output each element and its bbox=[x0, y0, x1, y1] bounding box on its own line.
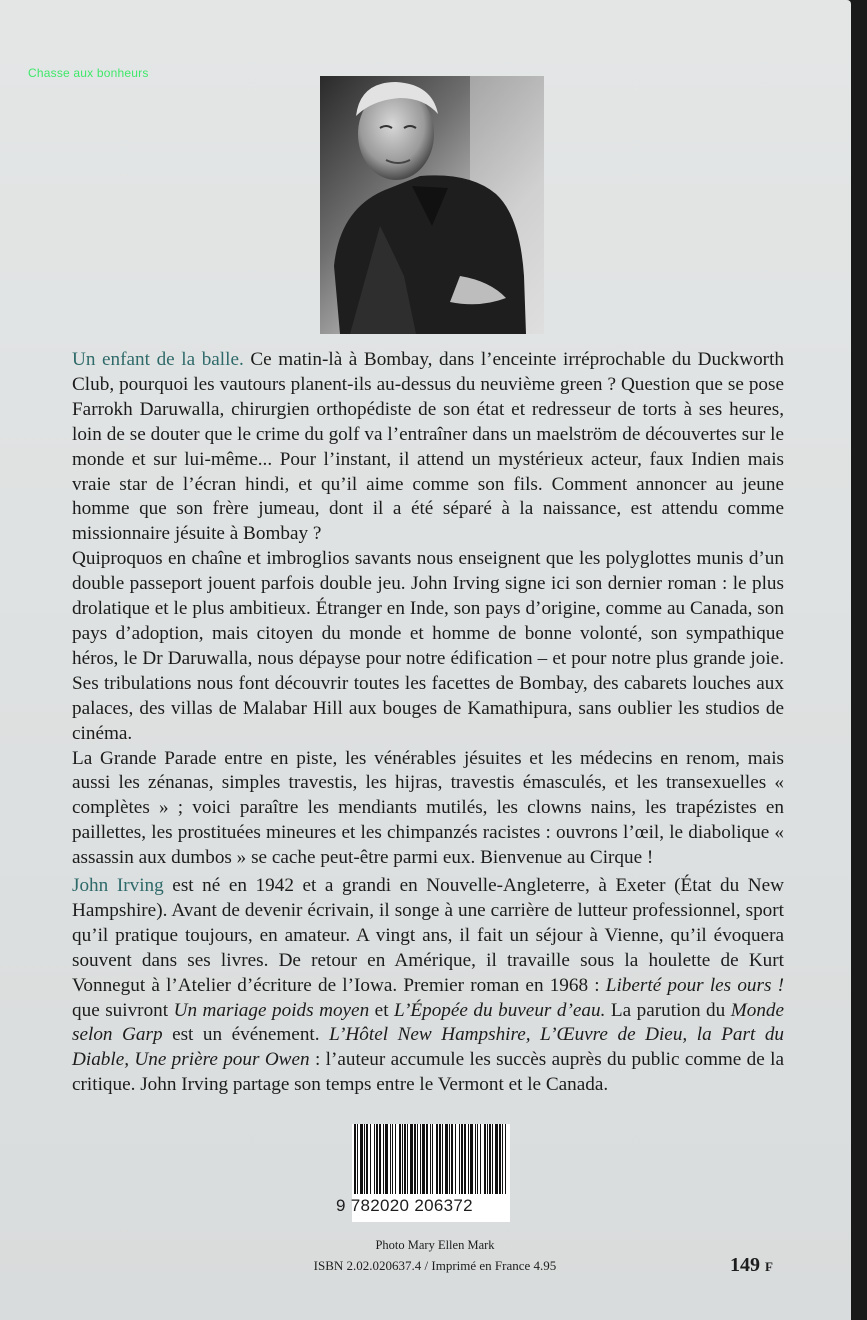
bio-paragraph bbox=[72, 874, 784, 1098]
barcode-digits: 9 782020 206372 bbox=[336, 1196, 473, 1215]
barcode-bar bbox=[360, 1124, 363, 1194]
barcode-bar bbox=[383, 1124, 384, 1194]
barcode-bar bbox=[395, 1124, 396, 1194]
author-bio bbox=[72, 874, 784, 1098]
synopsis-lead: Un enfant de la balle. bbox=[72, 349, 244, 370]
book-title: L’Épopée du buveur d’eau. bbox=[394, 999, 606, 1021]
bio-text: est né en 1942 et a grandi en Nouvelle-Angleterre, à Exeter (État du New Hampshire). Avant de devenir écrivain, il songe à une carrière de lutteur professionnel, sport qu’il pratique toujours, en amateur. A vingt ans, il fait un séjour à Vienne, qu’il évoquera souvent dans ses livres. De retour en Amérique, il travaille sous la houlette de Kurt Vonnegut à l’Atelier d’écriture de l’Iowa. Premier roman en 1968 : bbox=[72, 875, 785, 996]
author-photo bbox=[320, 76, 544, 334]
barcode-bar bbox=[410, 1124, 413, 1194]
barcode-bar bbox=[468, 1124, 469, 1194]
barcode-bar bbox=[505, 1124, 506, 1194]
barcode-bar bbox=[495, 1124, 498, 1194]
barcode-bar bbox=[404, 1124, 406, 1194]
price-amount: 149 bbox=[730, 1254, 760, 1276]
barcode-bar bbox=[455, 1124, 456, 1194]
book-title: L’Hôtel New Hampshire, L’Œuvre de Dieu, la Part du Diable, Une prière pour Owen bbox=[72, 1024, 785, 1071]
barcode-bar bbox=[487, 1124, 488, 1194]
price-currency: F bbox=[765, 1259, 773, 1274]
barcode-bar bbox=[374, 1124, 375, 1194]
barcode-bar bbox=[376, 1124, 378, 1194]
barcode-bar bbox=[364, 1124, 365, 1194]
synopsis-text-1: Ce matin-là à Bombay, dans l’enceinte irréprochable du Duckworth Club, pourquoi les vautours planent-ils au-dessus du neuvième green ? Question que se pose Farrokh Daruwalla, chirurgien orthopédiste de son état et redresseur de torts à ses heures, loin de se douter que le crime du golf va l’entraîner dans un maelström de découvertes sur le monde et sur lui-même... Pour l’instant, il attend un mystérieux acteur, faux Indien mais vraie star de l’écran hindi, et qu’il aime comme son fils. Comment annoncer au jeune homme que son frère jumeau, dont il a été séparé à la naissance, est attendu comme missionnaire jésuite à Bombay ? bbox=[72, 349, 784, 545]
synopsis-paragraph: Quiproquos en chaîne et imbroglios savants nous enseignent que les polyglottes munis d’un double passeport jouent parfois double jeu. John Irving signe ici son dernier roman : le plus drolatique et le plus ambitieux. Étranger en Inde, son pays d’origine, comme au Canada, son pays d’adoption, mais citoyen du monde et homme de bonne volonté, son sympathique héros, le Dr Daruwalla, nous dépayse pour notre édification – et pour notre plus grande joie. Ses tribulations nous font découvrir toutes les facettes de Bombay, des cabarets louches aux palaces, des villas de Malabar Hill aux bouges de Kamathipura, sans oublier les studios de cinéma. bbox=[72, 548, 784, 744]
book-title: Un mariage poids moyen bbox=[173, 999, 370, 1021]
barcode-bar bbox=[499, 1124, 501, 1194]
bio-text: et bbox=[374, 999, 389, 1021]
barcode-bar bbox=[379, 1124, 381, 1194]
barcode-bar bbox=[436, 1124, 438, 1194]
barcode-bar bbox=[354, 1124, 356, 1194]
barcode-bar bbox=[489, 1124, 491, 1194]
barcode-bars bbox=[352, 1124, 510, 1194]
bio-text: est un événement. bbox=[172, 1024, 320, 1046]
photo-credit: Photo Mary Ellen Mark bbox=[375, 1238, 495, 1252]
barcode-bar bbox=[480, 1124, 481, 1194]
book-title: Liberté pour les ours ! bbox=[605, 974, 785, 996]
barcode-bar bbox=[442, 1124, 443, 1194]
bio-text: La parution du bbox=[610, 999, 726, 1021]
barcode-bar bbox=[459, 1124, 460, 1194]
barcode-bar bbox=[432, 1124, 433, 1194]
barcode-bar bbox=[477, 1124, 478, 1194]
barcode-bar bbox=[484, 1124, 486, 1194]
author-portrait-image bbox=[320, 76, 544, 334]
barcode-bar bbox=[475, 1124, 476, 1194]
watermark: Chasse aux bonheurs bbox=[28, 66, 149, 80]
barcode-bar bbox=[390, 1124, 391, 1194]
barcode-bar bbox=[420, 1124, 421, 1194]
synopsis bbox=[72, 348, 784, 871]
barcode-bar bbox=[445, 1124, 448, 1194]
book-title: Monde selon Garp bbox=[72, 999, 785, 1046]
synopsis-paragraph bbox=[72, 348, 784, 547]
barcode-bar bbox=[417, 1124, 418, 1194]
barcode-bar bbox=[426, 1124, 428, 1194]
isbn-line: ISBN 2.02.020637.4 / Imprimé en France 4.95 bbox=[313, 1258, 557, 1273]
barcode-bar bbox=[439, 1124, 441, 1194]
barcode-bar bbox=[492, 1124, 493, 1194]
barcode-bar bbox=[464, 1124, 466, 1194]
barcode-bar bbox=[422, 1124, 425, 1194]
barcode-bar bbox=[402, 1124, 403, 1194]
barcode-bar bbox=[392, 1124, 393, 1194]
barcode-bar bbox=[399, 1124, 401, 1194]
barcode-bar bbox=[451, 1124, 453, 1194]
barcode-bar bbox=[430, 1124, 431, 1194]
barcode-bar bbox=[414, 1124, 416, 1194]
barcode-bar bbox=[370, 1124, 371, 1194]
barcode-bar bbox=[470, 1124, 473, 1194]
synopsis-paragraph: La Grande Parade entre en piste, les vénérables jésuites et les médecins en renom, mais aussi les zénanas, simples travestis, les hijras, travestis émasculés, et les transexuelles « complètes » ; voici paraître les mendiants mutilés, les clowns nains, les trapézistes en paillettes, les prostituées mineures et les chimpanzés racistes : ouvrons l’œil, le diabolique « assassin aux dumbos » se cache peut-être parmi eux. Bienvenue au Cirque ! bbox=[72, 747, 784, 869]
barcode-bar bbox=[449, 1124, 450, 1194]
barcode-bar bbox=[461, 1124, 463, 1194]
price bbox=[730, 1254, 773, 1277]
barcode-bar bbox=[385, 1124, 388, 1194]
bio-text: : l’auteur accumule les succès auprès du public comme de la critique. John Irving partage son temps entre le Vermont et le Canada. bbox=[72, 1049, 784, 1096]
barcode-bar bbox=[357, 1124, 358, 1194]
bio-text: que suivront bbox=[72, 999, 169, 1021]
barcode-bar bbox=[366, 1124, 368, 1194]
bio-lead: John Irving bbox=[72, 875, 164, 896]
barcode-bar bbox=[502, 1124, 503, 1194]
barcode-bar bbox=[407, 1124, 408, 1194]
